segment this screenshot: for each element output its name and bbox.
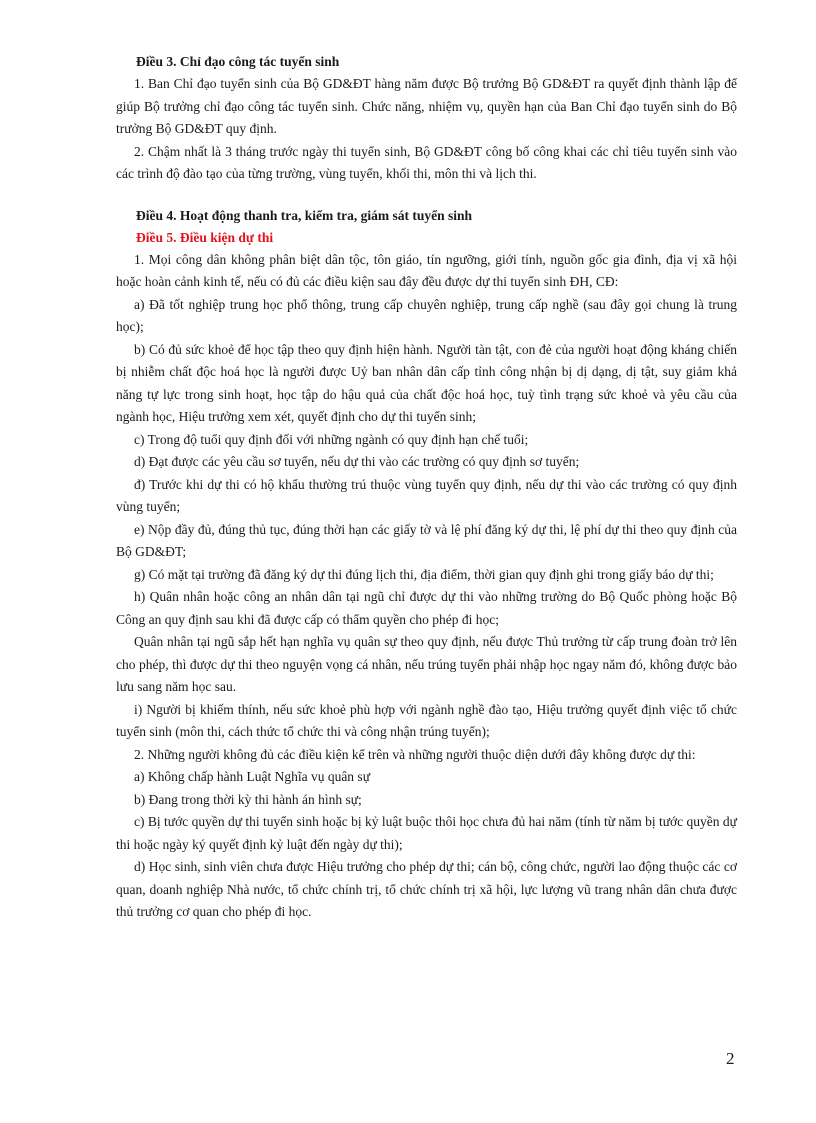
heading-dieu-3: Điều 3. Chỉ đạo công tác tuyển sinh	[136, 54, 340, 69]
heading-dieu-5: Điều 5. Điều kiện dự thi	[136, 229, 274, 245]
exclusion-item-a: a) Không chấp hành Luật Nghĩa vụ quân sự	[134, 769, 371, 784]
exclusion-item-d: d) Học sinh, sinh viên chưa được Hiệu trưởng cho phép dự thi; cán bộ, công chức, người lao động thuộc các cơ quan, doanh nghiệp Nhà nước, tổ chức chính trị, tổ chức chính trị xã hội, lực lượng vũ trang nhân dân chưa được thủ trưởng cơ quan cho phép đi học.	[116, 859, 737, 919]
document-body	[116, 51, 737, 924]
list-item-h-continued: Quân nhân tại ngũ sắp hết hạn nghĩa vụ quân sự theo quy định, nếu được Thủ trưởng từ cấp trung đoàn trở lên cho phép, thì được dự thi theo nguyện vọng cá nhân, nếu trúng tuyển phải nhập học ngay năm đó, không được bảo lưu sang năm học sau.	[116, 634, 737, 694]
paragraph: 2. Những người không đủ các điều kiện kể trên và những người thuộc diện dưới đây không được dự thi:	[134, 746, 696, 762]
list-item-c: c) Trong độ tuổi quy định đối với những ngành có quy định hạn chế tuổi;	[134, 431, 529, 447]
list-item-b: b) Có đủ sức khoẻ để học tập theo quy định hiện hành. Người tàn tật, con đẻ của người hoạt động kháng chiến bị nhiễm chất độc hoá học là người được Uỷ ban nhân dân cấp tỉnh công nhận bị dị dạng, dị tật, suy giảm khả năng tự lực trong sinh hoạt, học tập do hậu quả của chất độc hoá học, tuỳ tình trạng sức khoẻ và yêu cầu của ngành học, Hiệu trưởng xem xét, quyết định cho dự thi tuyển sinh;	[116, 341, 737, 424]
page-number: 2	[726, 1049, 735, 1068]
spacer	[116, 186, 737, 205]
list-item-dd: đ) Trước khi dự thi có hộ khẩu thường trú thuộc vùng tuyển quy định, nếu dự thi vào các trường có quy định vùng tuyển;	[116, 476, 737, 514]
exclusion-item-c: c) Bị tước quyền dự thi tuyển sinh hoặc bị kỷ luật buộc thôi học chưa đủ hai năm (tính từ năm bị tước quyền dự thi hoặc ngày ký quyết định kỷ luật đến ngày dự thi);	[116, 814, 737, 852]
paragraph: 2. Chậm nhất là 3 tháng trước ngày thi tuyển sinh, Bộ GD&ĐT công bố công khai các chỉ tiêu tuyển sinh vào các trình độ đào tạo của từng trường, vùng tuyển, khối thi, môn thi và lịch thi.	[116, 143, 737, 181]
heading-dieu-4: Điều 4. Hoạt động thanh tra, kiểm tra, giám sát tuyển sinh	[136, 207, 473, 223]
list-item-h: h) Quân nhân hoặc công an nhân dân tại ngũ chỉ được dự thi vào những trường do Bộ Quốc phòng hoặc Bộ Công an quy định sau khi đã được cấp có thẩm quyền cho phép đi học;	[116, 589, 737, 627]
paragraph: 1. Ban Chỉ đạo tuyển sinh của Bộ GD&ĐT hàng năm được Bộ trưởng Bộ GD&ĐT ra quyết định thành lập để giúp Bộ trưởng chỉ đạo công tác tuyển sinh. Chức năng, nhiệm vụ, quyền hạn của Ban Chỉ đạo tuyển sinh do Bộ trưởng Bộ GD&ĐT quy định.	[116, 76, 737, 136]
exclusion-item-b: b) Đang trong thời kỳ thi hành án hình sự;	[134, 791, 362, 807]
paragraph: 1. Mọi công dân không phân biệt dân tộc, tôn giáo, tín ngưỡng, giới tính, nguồn gốc gia đình, địa vị xã hội hoặc hoàn cảnh kinh tế, nếu có đủ các điều kiện sau đây đều được dự thi tuyển sinh ĐH, CĐ:	[116, 251, 737, 289]
list-item-a: a) Đã tốt nghiệp trung học phổ thông, trung cấp chuyên nghiệp, trung cấp nghề (sau đây gọi chung là trung học);	[116, 296, 737, 334]
list-item-d: d) Đạt được các yêu cầu sơ tuyển, nếu dự thi vào các trường có quy định sơ tuyển;	[134, 454, 580, 469]
list-item-g: g) Có mặt tại trường đã đăng ký dự thi đúng lịch thi, địa điểm, thời gian quy định ghi trong giấy báo dự thi;	[134, 566, 714, 582]
list-item-i: i) Người bị khiếm thính, nếu sức khoẻ phù hợp với ngành nghề đào tạo, Hiệu trưởng quyết định việc tổ chức tuyển sinh (môn thi, cách thức tổ chức thi và công nhận trúng tuyển);	[116, 701, 737, 739]
list-item-e: e) Nộp đầy đủ, đúng thủ tục, đúng thời hạn các giấy tờ và lệ phí đăng ký dự thi, lệ phí dự thi theo quy định của Bộ GD&ĐT;	[116, 521, 737, 559]
